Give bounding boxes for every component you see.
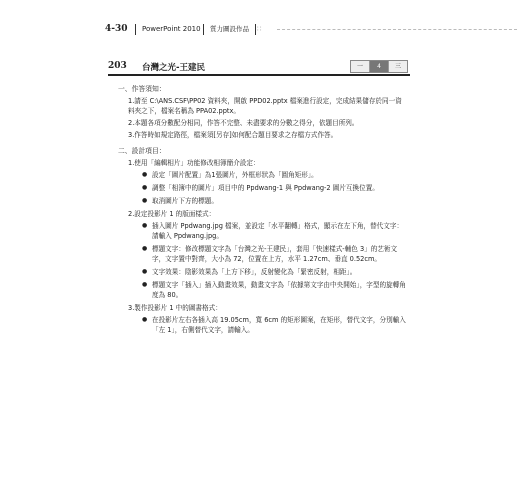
list-item: ● 標題文字：修改標題文字為「台灣之光-王建民」，套用「快速樣式-輔色 3」的艺術文字，文字置中對齊，大小為 72，位置在上方，水平 1.27cm、垂直 0.52cm。: [142, 244, 408, 264]
problem-number: 203: [108, 61, 127, 71]
instructions-section: [118, 84, 408, 140]
bullet-list: [118, 221, 408, 300]
design-item-label: 3.製作投影片 1 中的圖書格式：: [128, 304, 222, 312]
bullet-list: [118, 170, 408, 206]
section-heading: 二、設計項目：: [118, 147, 166, 155]
difficulty-cell: 一: [351, 61, 370, 72]
running-header: [105, 24, 435, 40]
problem-body: [118, 84, 408, 341]
instruction-paragraph: 1.請至 C:\ANS.CSF\PP02 資料夾，開啟 PPD02.pptx 檔案進行設定，完成結果儲存於同一資料夾之下，檔案名稱為 PPA02.pptx。: [128, 97, 402, 115]
chapter-label: 質力圖設作品: [203, 24, 256, 35]
design-section: [118, 146, 408, 335]
difficulty-indicator: [350, 60, 408, 73]
instruction-paragraph: 2.本題各項分數配分相同，作答不完整、未盡要求的分數之得分，依題目所列。: [128, 119, 359, 127]
list-item: ● 取消圖片下方的標題。: [142, 196, 408, 206]
list-item: ● 設定「圖片配置」為1張圖片，外框形狀為「圓角矩形」。: [142, 170, 408, 180]
design-item: [118, 209, 408, 300]
list-item: ● 文字效果：陰影效果為「上方下移」，反射變化為「緊密反射，相距」。: [142, 267, 408, 277]
header-rule: [277, 29, 517, 30]
design-item-label: 1.使用「編輯相片」功能修改相簿簡介設定：: [128, 159, 260, 167]
list-item: ● 調整「相簿中的圖片」項目中的 Ppdwang-1 與 Ppdwang-2 圖片互換位置。: [142, 183, 408, 193]
design-item-label: 2.設定投影片 1 的版面樣式：: [128, 210, 216, 218]
difficulty-cell: 三: [389, 61, 407, 72]
page-number: 4-30: [105, 24, 128, 34]
design-item: [118, 158, 408, 206]
header-ornament-icon: ∷: [257, 25, 263, 33]
bullet-list: [118, 315, 408, 335]
list-item: ● 插入圖片 Ppdwang.jpg 檔案，並設定「水平翻轉」格式，顯示在左下角，替代文字：請輸入 Ppdwang.jpg。: [142, 221, 408, 241]
section-heading: 一、作答須知：: [118, 85, 166, 93]
book-title: PowerPoint 2010: [135, 24, 201, 35]
problem-title: 台灣之光-王建民: [142, 63, 206, 73]
list-item: ● 在投影片左右各插入高 19.05cm，寬 6cm 的矩形圖案，在矩形，替代文字，分別輸入「左 1」，右側替代文字，請輸入。: [142, 315, 408, 335]
difficulty-cell-active: 4: [370, 61, 389, 72]
design-item: [118, 303, 408, 335]
list-item: ● 標題文字「插入」插入動畫效果，動畫文字為「依據第文字由中央開始」，字型的旋轉角度為 80。: [142, 280, 408, 300]
instruction-paragraph: 3.作答時如規定路徑，檔案須[另存]如何配合題目要求之存檔方式作答。: [128, 131, 338, 139]
problem-title-bar: [108, 60, 410, 76]
